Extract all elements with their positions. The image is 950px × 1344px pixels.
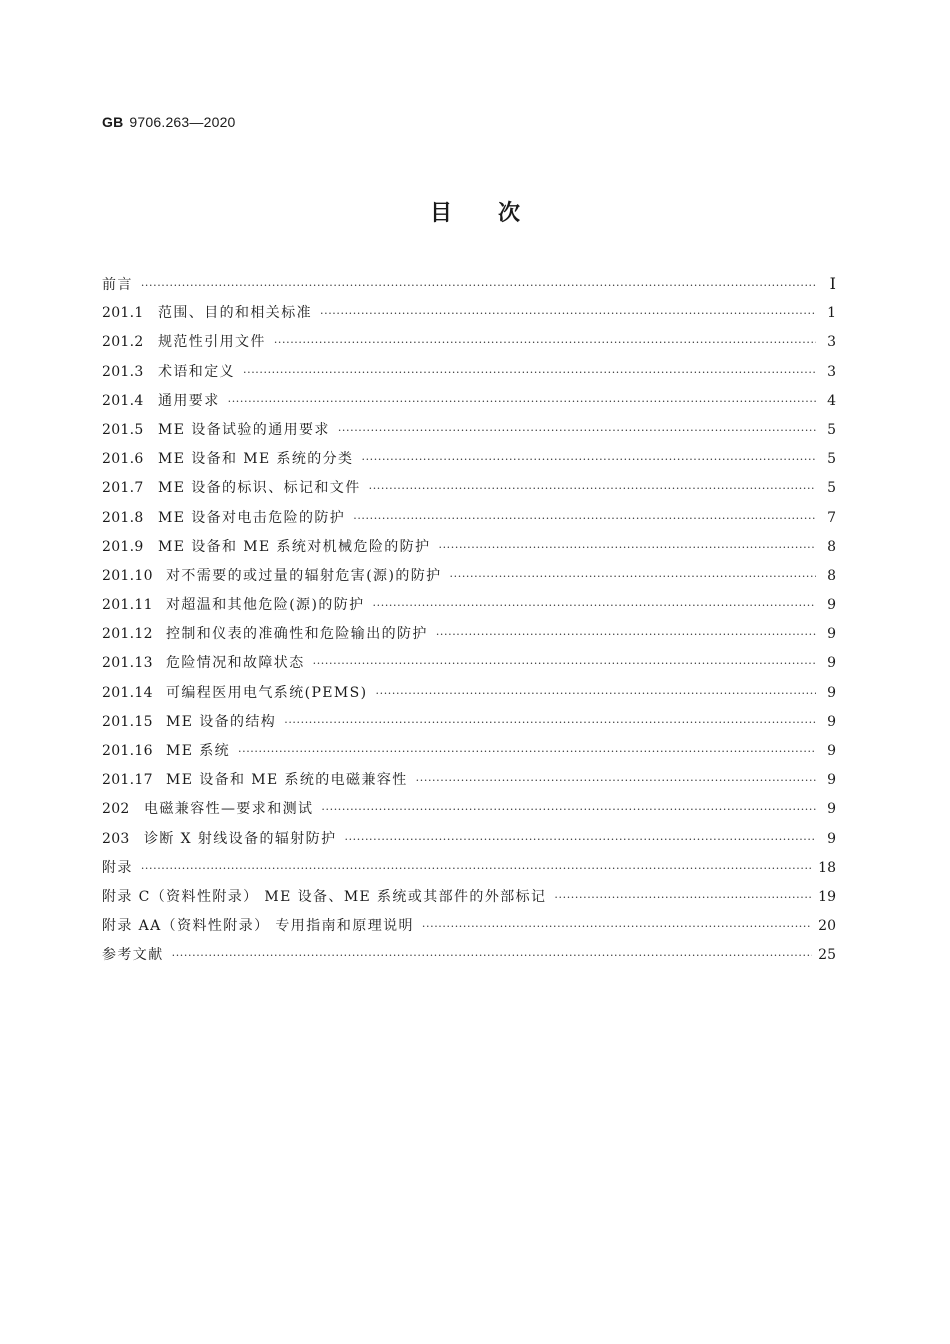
toc-entry-page: 9 xyxy=(827,830,836,847)
toc-entry[interactable] xyxy=(102,941,836,970)
toc-entry[interactable] xyxy=(102,591,836,620)
toc-entry-page: 3 xyxy=(827,334,836,351)
toc-entry[interactable] xyxy=(102,416,836,445)
toc-entry-page: 5 xyxy=(827,451,836,468)
toc-entry-label: 电磁兼容性—要求和测试 xyxy=(144,801,314,818)
toc-entry-number: 201.9 xyxy=(102,538,144,555)
toc-entry-label: ME 设备试验的通用要求 xyxy=(158,421,330,438)
toc-entry-label: 附录 AA（资料性附录） 专用指南和原理说明 xyxy=(102,918,414,935)
toc-entry-page: 20 xyxy=(818,918,836,935)
toc-entry-number: 201.1 xyxy=(102,305,144,322)
toc-leader-dots xyxy=(321,795,816,824)
toc-entry-number: 201.12 xyxy=(102,626,153,643)
toc-entry-page: 8 xyxy=(827,567,836,584)
toc-entry-number: 201.13 xyxy=(102,655,153,672)
toc-entry-label: 术语和定义 xyxy=(158,363,235,380)
toc-entry-label: ME 设备和 ME 系统对机械危险的防护 xyxy=(158,538,431,555)
toc-entry-label: 危险情况和故障状态 xyxy=(166,655,305,672)
toc-entry-page: 9 xyxy=(827,772,836,789)
toc-entry[interactable] xyxy=(102,445,836,474)
toc-entry-number: 201.17 xyxy=(102,772,153,789)
toc-leader-dots xyxy=(373,591,816,620)
toc-leader-dots xyxy=(274,328,816,357)
toc-entry-label: ME 设备和 ME 系统的分类 xyxy=(158,451,354,468)
toc-leader-dots xyxy=(141,271,816,300)
standard-header xyxy=(102,114,236,130)
toc-entry-page: 1 xyxy=(827,305,836,322)
toc-leader-dots xyxy=(344,825,816,854)
toc-entry-page: 9 xyxy=(827,597,836,614)
toc-leader-dots xyxy=(416,766,816,795)
toc-entry[interactable] xyxy=(102,737,836,766)
toc-entry-page: 9 xyxy=(827,713,836,730)
toc-entry-page: 5 xyxy=(827,421,836,438)
toc-entry-page: 4 xyxy=(827,392,836,409)
toc-entry-number: 201.11 xyxy=(102,597,153,614)
toc-entry[interactable] xyxy=(102,679,836,708)
toc-entry[interactable] xyxy=(102,620,836,649)
toc-leader-dots xyxy=(338,416,816,445)
toc-entry-number: 201.8 xyxy=(102,509,144,526)
toc-leader-dots xyxy=(361,445,816,474)
toc-entry-label: 范围、目的和相关标准 xyxy=(158,305,312,322)
toc-entry-page: 19 xyxy=(818,888,836,905)
toc-entry[interactable] xyxy=(102,825,836,854)
toc-entry-number: 201.6 xyxy=(102,451,144,468)
toc-entry-label: 通用要求 xyxy=(158,392,220,409)
toc-leader-dots xyxy=(313,649,816,678)
toc-entry-number: 203 xyxy=(102,830,130,847)
toc-entry-label: ME 设备的结构 xyxy=(166,713,277,730)
toc-leader-dots xyxy=(422,912,812,941)
toc-leader-dots xyxy=(238,737,816,766)
toc-leader-dots xyxy=(320,299,816,328)
toc-entry-page: 3 xyxy=(827,363,836,380)
toc-entry-label: 可编程医用电气系统(PEMS) xyxy=(166,684,368,701)
toc-entry-number: 201.4 xyxy=(102,392,144,409)
toc-leader-dots xyxy=(284,708,816,737)
toc-entry-number: 201.7 xyxy=(102,480,144,497)
toc-entry-number: 202 xyxy=(102,801,130,818)
toc-leader-dots xyxy=(353,504,816,533)
toc-entry-label: 控制和仪表的准确性和危险输出的防护 xyxy=(166,626,428,643)
toc-entry[interactable] xyxy=(102,883,836,912)
toc-entry[interactable] xyxy=(102,795,836,824)
toc-entry-label: ME 设备对电击危险的防护 xyxy=(158,509,346,526)
toc-entry-number: 201.5 xyxy=(102,421,144,438)
toc-entry-number: 201.16 xyxy=(102,743,153,759)
toc-entry-label: 附录 xyxy=(102,859,133,876)
toc-leader-dots xyxy=(450,562,816,591)
toc-entry-page: 18 xyxy=(818,859,836,876)
toc-entry-label: ME 设备和 ME 系统的电磁兼容性 xyxy=(166,772,408,789)
toc-entry-label: 规范性引用文件 xyxy=(158,334,266,351)
toc-entry-number: 201.3 xyxy=(102,363,144,380)
standard-prefix: GB xyxy=(102,114,124,130)
toc-entry[interactable] xyxy=(102,387,836,416)
toc-entry[interactable] xyxy=(102,533,836,562)
toc-entry[interactable] xyxy=(102,270,836,299)
toc-entry[interactable] xyxy=(102,358,836,387)
toc-entry-number: 201.2 xyxy=(102,334,144,351)
toc-entry[interactable] xyxy=(102,504,836,533)
toc-entry-page: 9 xyxy=(827,626,836,643)
toc-leader-dots xyxy=(554,883,812,912)
standard-number: 9706.263—2020 xyxy=(129,114,236,130)
toc-entry[interactable] xyxy=(102,299,836,328)
toc-entry[interactable] xyxy=(102,474,836,503)
toc-entry[interactable] xyxy=(102,912,836,941)
toc-leader-dots xyxy=(376,679,817,708)
toc-entry-page: 9 xyxy=(827,801,836,818)
toc-entry-label: 诊断 X 射线设备的辐射防护 xyxy=(144,830,337,847)
toc-entry-label: 对不需要的或过量的辐射危害(源)的防护 xyxy=(166,567,442,584)
toc-entry-page: 9 xyxy=(827,684,836,701)
toc-entry-page: 25 xyxy=(818,947,836,964)
toc-entry-label: 参考文献 xyxy=(102,947,164,964)
toc-entry-page: Ⅰ xyxy=(829,276,836,293)
toc-entry-page: 8 xyxy=(827,538,836,555)
toc-entry-number: 201.10 xyxy=(102,567,153,584)
page-title: 目次 xyxy=(429,201,566,226)
toc-entry-label: ME 设备的标识、标记和文件 xyxy=(158,480,361,497)
toc-leader-dots xyxy=(438,533,816,562)
toc-entry[interactable] xyxy=(102,649,836,678)
toc-leader-dots xyxy=(369,474,816,503)
table-of-contents xyxy=(102,270,836,971)
toc-entry-page: 7 xyxy=(827,509,836,526)
toc-leader-dots xyxy=(228,387,816,416)
toc-entry[interactable] xyxy=(102,562,836,591)
toc-leader-dots xyxy=(243,358,816,387)
toc-entry-number: 201.15 xyxy=(102,713,153,730)
toc-entry-label: ME 系统 xyxy=(166,743,231,759)
toc-entry-label: 对超温和其他危险(源)的防护 xyxy=(166,597,365,614)
toc-entry[interactable] xyxy=(102,708,836,737)
toc-entry[interactable] xyxy=(102,854,836,883)
toc-entry-page: 9 xyxy=(827,655,836,672)
toc-entry-label: 前言 xyxy=(102,277,133,293)
toc-entry[interactable] xyxy=(102,766,836,795)
toc-entry[interactable] xyxy=(102,328,836,357)
toc-leader-dots xyxy=(141,854,812,883)
toc-entry-page: 9 xyxy=(827,743,836,759)
toc-entry-number: 201.14 xyxy=(102,684,153,701)
toc-entry-label: 附录 C（资料性附录） ME 设备、ME 系统或其部件的外部标记 xyxy=(102,888,547,905)
toc-leader-dots xyxy=(172,941,813,970)
toc-leader-dots xyxy=(436,620,816,649)
toc-entry-page: 5 xyxy=(827,480,836,497)
